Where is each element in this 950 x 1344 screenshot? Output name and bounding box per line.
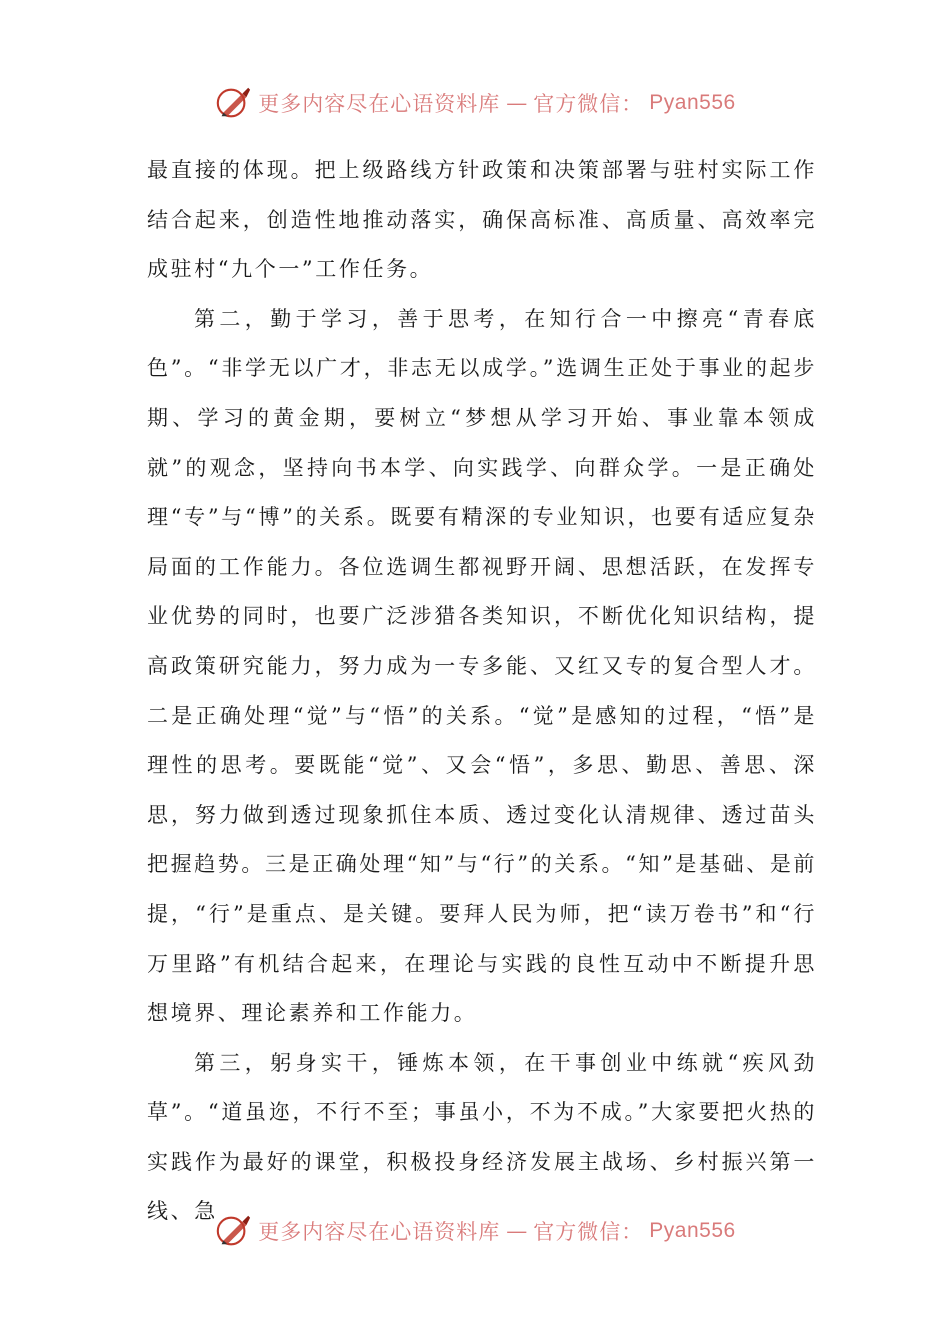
pen-logo-icon [214,1212,252,1250]
watermark-dash: — [506,1219,528,1243]
watermark-dash: — [506,91,528,115]
watermark-wechat-label: 官方微信： [533,92,644,116]
watermark-brand: 更多内容尽在心语资料库 [258,1220,501,1244]
watermark-brand: 更多内容尽在心语资料库 [258,92,501,116]
footer-watermark [0,1212,950,1250]
header-watermark [0,84,950,122]
watermark-wechat-label: 官方微信： [533,1220,644,1244]
paragraph-continued: 最直接的体现。把上级路线方针政策和决策部署与驻村实际工作结合起来，创造性地推动落实，确保高标准、高质量、高效率完成驻村“九个一”工作任务。 [147,158,817,282]
paragraph-third: 第三，躬身实干，锤炼本领，在干事创业中练就“疾风劲草”。“道虽迩，不行不至；事虽小，不为不成。”大家要把火热的实践作为最好的课堂，积极投身经济发展主战场、乡村振兴第一线、急 [147,1050,817,1224]
paragraph-second: 第二，勤于学习，善于思考，在知行合一中擦亮“青春底色”。“非学无以广才，非志无以成学。”选调生正处于事业的起步期、学习的黄金期，要树立“梦想从学习开始、事业靠本领成就”的观念，坚持向书本学、向实践学、向群众学。一是正确处理“专”与“博”的关系。既要有精深的专业知识，也要有适应复杂局面的工作能力。各位选调生都视野开阔、思想活跃，在发挥专业优势的同时，也要广泛涉猎各类知识，不断优化知识结构，提高政策研究能力，努力成为一专多能、又红又专的复合型人才。二是正确处理“觉”与“悟”的关系。“觉”是感知的过程，“悟”是理性的思考。要既能“觉”、又会“悟”，多思、勤思、善思、深思，努力做到透过现象抓住本质、透过变化认清规律、透过苗头把握趋势。三是正确处理“知”与“行”的关系。“知”是基础、是前提，“行”是重点、是关键。要拜人民为师，把“读万卷书”和“行万里路”有机结合起来，在理论与实践的良性互动中不断提升思想境界、理论素养和工作能力。 [147,306,818,1026]
watermark-wechat-id: Pyan556 [649,1219,736,1242]
document-body [147,146,817,1237]
watermark-wechat-id: Pyan556 [649,91,736,114]
pen-logo-icon [214,84,252,122]
